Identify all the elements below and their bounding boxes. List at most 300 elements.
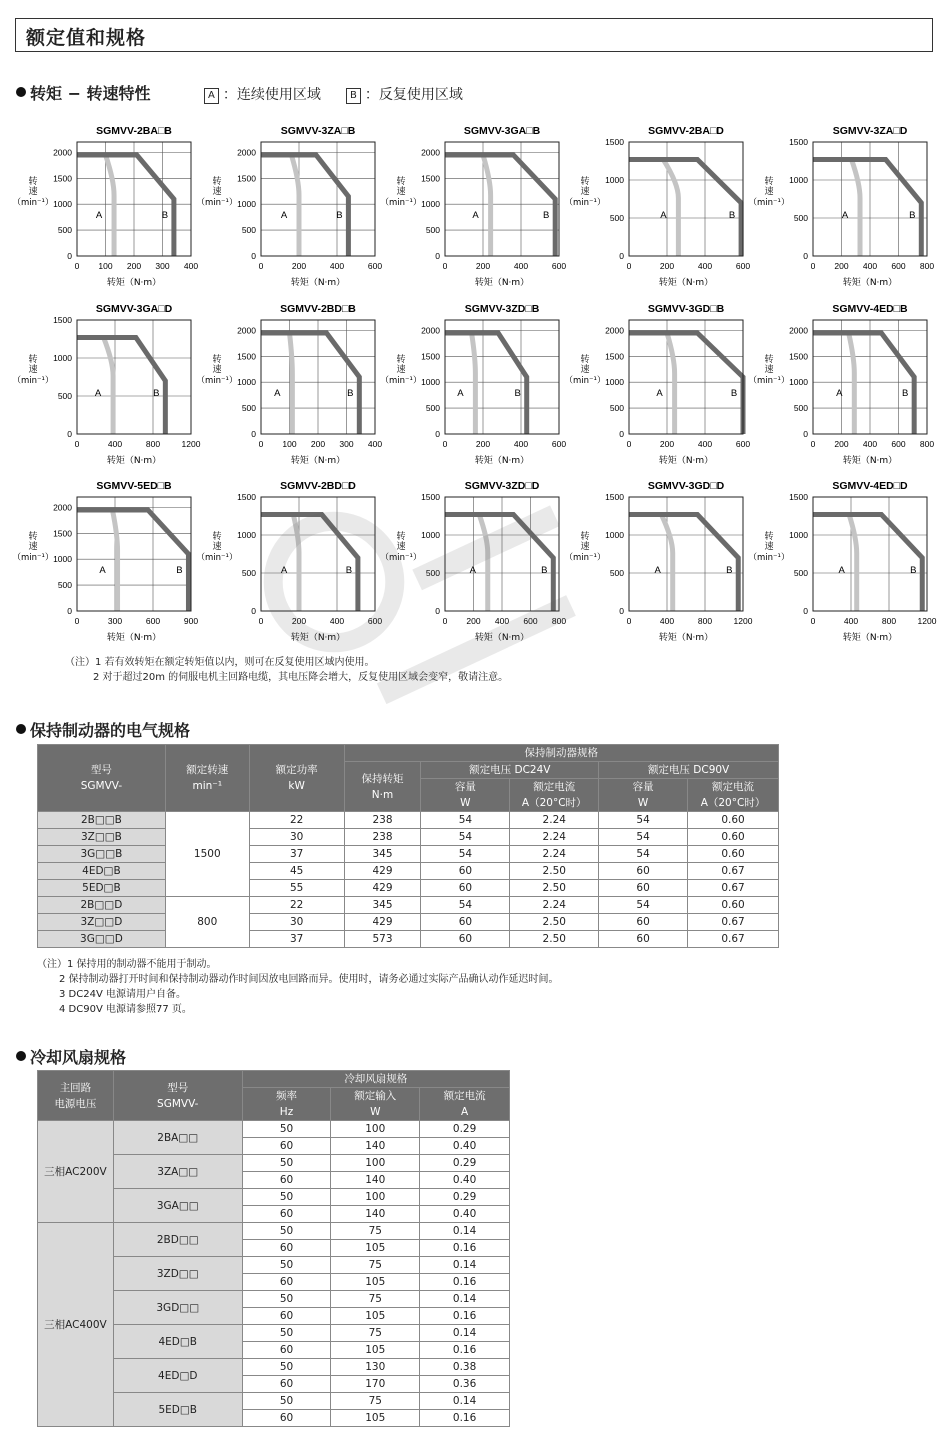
table-cell: 0.67 bbox=[688, 931, 779, 948]
table-cell: 60 bbox=[242, 1410, 331, 1427]
y-axis-unit: （min⁻¹） bbox=[380, 376, 422, 386]
y-axis-label: 转 bbox=[28, 177, 38, 187]
x-tick-label: 600 bbox=[523, 616, 538, 626]
table-row bbox=[38, 829, 779, 846]
table-cell: 0.40 bbox=[420, 1206, 510, 1223]
table-cell: 60 bbox=[242, 1274, 331, 1291]
y-tick-label: 0 bbox=[803, 606, 808, 616]
brake-header-dc24: 额定电压 DC24V bbox=[421, 762, 599, 779]
y-tick-label: 500 bbox=[425, 225, 440, 236]
x-tick-label: 0 bbox=[74, 439, 80, 449]
chart-title: SGMVV-2BD□B bbox=[280, 303, 356, 315]
y-axis-label: 速 bbox=[580, 365, 590, 375]
repeated-region-line bbox=[629, 159, 741, 256]
brake-header-cur: 额定电流 A（20°C时） bbox=[510, 779, 599, 812]
table-cell: 2.24 bbox=[510, 812, 599, 829]
table-cell: 1500 bbox=[165, 812, 249, 897]
continuous-region-line bbox=[261, 514, 299, 611]
table-cell: 0.29 bbox=[420, 1189, 510, 1206]
y-tick-label: 0 bbox=[803, 251, 808, 261]
torque-speed-charts bbox=[0, 0, 950, 650]
table-cell: 2.50 bbox=[510, 880, 599, 897]
table-cell: 2.50 bbox=[510, 863, 599, 880]
bullet-icon bbox=[16, 724, 26, 734]
x-tick-label: 200 bbox=[475, 261, 491, 271]
region-label-a: A bbox=[841, 210, 849, 221]
y-tick-label: 1500 bbox=[53, 173, 72, 184]
table-cell: 0.38 bbox=[420, 1359, 510, 1376]
y-tick-label: 500 bbox=[609, 213, 624, 223]
table-cell: 345 bbox=[344, 897, 421, 914]
y-axis-label: 转 bbox=[580, 177, 590, 187]
table-cell: 50 bbox=[242, 1325, 331, 1342]
x-tick-label: 100 bbox=[282, 439, 297, 449]
table-cell: 54 bbox=[421, 812, 510, 829]
fan-header-model: 型号 SGMVV- bbox=[113, 1071, 242, 1121]
y-axis-label: 转 bbox=[764, 532, 774, 542]
y-tick-label: 2000 bbox=[53, 147, 72, 158]
region-label-b: B bbox=[728, 210, 736, 221]
y-tick-label: 0 bbox=[619, 429, 624, 439]
y-tick-label: 2000 bbox=[789, 325, 808, 336]
x-tick-label: 200 bbox=[834, 261, 849, 271]
fan-header-freq: 频率 Hz bbox=[242, 1088, 331, 1121]
continuous-region-line bbox=[77, 155, 114, 256]
y-tick-label: 0 bbox=[67, 251, 72, 261]
repeated-region-line bbox=[261, 514, 358, 611]
y-axis-label: 速 bbox=[580, 542, 590, 552]
region-label-a: A bbox=[457, 388, 464, 399]
table-cell: 3ZD□□ bbox=[113, 1257, 242, 1291]
region-label-a: A bbox=[838, 565, 845, 576]
table-cell: 2B□□D bbox=[38, 897, 166, 914]
brake-note: （注）1 保持用的制动器不能用于制动。 bbox=[37, 959, 217, 970]
repeated-region-line bbox=[629, 333, 743, 434]
x-tick-label: 0 bbox=[810, 616, 816, 626]
x-tick-label: 400 bbox=[183, 261, 199, 271]
region-label-a: A bbox=[280, 210, 288, 221]
y-axis-label: 速 bbox=[28, 542, 38, 552]
chart-frame bbox=[629, 320, 743, 434]
chart-title: SGMVV-3ZD□B bbox=[464, 303, 540, 315]
table-cell: 三相AC200V bbox=[38, 1121, 114, 1223]
continuous-region-line bbox=[261, 155, 299, 256]
x-tick-label: 0 bbox=[258, 616, 264, 626]
repeated-region-line bbox=[445, 155, 555, 256]
chart-title: SGMVV-3ZA□D bbox=[832, 125, 908, 137]
y-axis-label: 转 bbox=[396, 355, 406, 365]
region-label-a: A bbox=[280, 565, 288, 576]
y-tick-label: 1000 bbox=[53, 554, 72, 565]
y-axis-label: 转 bbox=[28, 355, 38, 365]
continuous-region-line bbox=[445, 155, 491, 256]
y-tick-label: 1500 bbox=[789, 137, 808, 147]
continuous-region-line bbox=[813, 159, 860, 256]
y-tick-label: 2000 bbox=[421, 325, 440, 336]
table-cell: 60 bbox=[599, 931, 688, 948]
x-axis-label: 转矩（N·m） bbox=[474, 633, 530, 643]
table-cell: 3GA□□ bbox=[113, 1189, 242, 1223]
x-tick-label: 1200 bbox=[733, 616, 753, 626]
x-tick-label: 200 bbox=[291, 616, 307, 626]
table-cell: 2BA□□ bbox=[113, 1121, 242, 1155]
table-cell: 3Z□□D bbox=[38, 914, 166, 931]
y-axis-label: 速 bbox=[212, 365, 222, 375]
y-axis-unit: （min⁻¹） bbox=[196, 198, 238, 208]
y-axis-unit: （min⁻¹） bbox=[748, 553, 790, 563]
x-tick-label: 600 bbox=[145, 616, 161, 626]
x-axis-label: 转矩（N·m） bbox=[474, 456, 530, 466]
repeated-region-line bbox=[445, 514, 553, 611]
y-tick-label: 2000 bbox=[237, 325, 256, 336]
x-tick-label: 400 bbox=[862, 439, 878, 449]
x-tick-label: 0 bbox=[74, 616, 80, 626]
region-label-a: A bbox=[274, 388, 281, 399]
x-axis-label: 转矩（N·m） bbox=[106, 633, 162, 643]
x-axis-label: 转矩（N·m） bbox=[658, 278, 714, 288]
table-cell: 60 bbox=[242, 1308, 331, 1325]
y-axis-unit: （min⁻¹） bbox=[12, 198, 54, 208]
y-tick-label: 1500 bbox=[605, 351, 624, 362]
repeated-region-line bbox=[77, 155, 174, 256]
table-cell: 0.16 bbox=[420, 1410, 510, 1427]
y-axis-unit: （min⁻¹） bbox=[564, 376, 606, 386]
table-cell: 30 bbox=[249, 829, 344, 846]
brake-note: 3 DC24V 电源请用户自备。 bbox=[59, 989, 186, 1000]
y-axis-unit: （min⁻¹） bbox=[564, 553, 606, 563]
x-tick-label: 600 bbox=[891, 261, 906, 271]
table-cell: 105 bbox=[331, 1240, 420, 1257]
table-row bbox=[38, 1223, 510, 1240]
table-cell: 0.60 bbox=[688, 897, 779, 914]
table-cell: 三相AC400V bbox=[38, 1223, 114, 1427]
table-cell: 429 bbox=[344, 863, 421, 880]
x-tick-label: 800 bbox=[881, 616, 897, 626]
x-tick-label: 0 bbox=[74, 261, 80, 271]
table-cell: 100 bbox=[331, 1121, 420, 1138]
brake-header-cap: 容量 W bbox=[599, 779, 688, 812]
region-label-a: A bbox=[95, 210, 103, 221]
y-tick-label: 0 bbox=[251, 429, 256, 439]
table-cell: 54 bbox=[599, 897, 688, 914]
x-tick-label: 600 bbox=[735, 439, 751, 449]
table-cell: 0.29 bbox=[420, 1121, 510, 1138]
legend-b: B ：反复使用区域 bbox=[346, 84, 463, 104]
table-cell: 0.16 bbox=[420, 1274, 510, 1291]
x-tick-label: 0 bbox=[626, 616, 632, 626]
x-axis-label: 转矩（N·m） bbox=[842, 633, 898, 643]
table-cell: 60 bbox=[242, 1342, 331, 1359]
table-cell: 429 bbox=[344, 914, 421, 931]
fan-header-input: 额定输入 W bbox=[331, 1088, 420, 1121]
table-cell: 5ED□B bbox=[113, 1393, 242, 1427]
y-tick-label: 1000 bbox=[237, 199, 256, 210]
repeated-region-line bbox=[813, 333, 914, 434]
table-cell: 2.24 bbox=[510, 897, 599, 914]
y-tick-label: 1000 bbox=[421, 377, 440, 388]
chart-frame bbox=[77, 497, 191, 611]
y-tick-label: 500 bbox=[425, 403, 440, 414]
region-label-a: A bbox=[660, 210, 667, 221]
x-tick-label: 800 bbox=[919, 439, 935, 449]
region-label-b: B bbox=[909, 210, 916, 221]
table-cell: 75 bbox=[331, 1393, 420, 1410]
table-row bbox=[38, 897, 779, 914]
x-tick-label: 400 bbox=[513, 439, 529, 449]
table-cell: 50 bbox=[242, 1155, 331, 1172]
brake-note: 2 保持制动器打开时间和保持制动器动作时间因放电回路而异。使用时，请务必通过实际产品确认动作延迟时间。 bbox=[59, 974, 559, 985]
x-tick-label: 200 bbox=[126, 261, 142, 271]
region-label-a: A bbox=[94, 388, 102, 399]
table-cell: 130 bbox=[331, 1359, 420, 1376]
x-tick-label: 400 bbox=[697, 261, 713, 271]
table-cell: 55 bbox=[249, 880, 344, 897]
x-tick-label: 0 bbox=[810, 439, 816, 449]
region-label-b: B bbox=[902, 388, 909, 399]
region-label-b: B bbox=[541, 565, 548, 576]
table-cell: 60 bbox=[599, 880, 688, 897]
continuous-region-line bbox=[629, 159, 678, 256]
table-cell: 0.16 bbox=[420, 1240, 510, 1257]
x-axis-label: 转矩（N·m） bbox=[106, 278, 162, 288]
y-tick-label: 0 bbox=[67, 606, 72, 616]
continuous-region-line bbox=[629, 333, 675, 434]
chart-title: SGMVV-3GA□D bbox=[95, 303, 173, 315]
repeated-region-line bbox=[813, 159, 921, 256]
x-tick-label: 0 bbox=[442, 616, 448, 626]
table-cell: 0.67 bbox=[688, 863, 779, 880]
continuous-region-line bbox=[629, 514, 673, 611]
region-label-b: B bbox=[336, 210, 343, 221]
table-cell: 2B□□B bbox=[38, 812, 166, 829]
fan-header-cur: 额定电流 A bbox=[420, 1088, 510, 1121]
table-cell: 60 bbox=[599, 863, 688, 880]
x-tick-label: 400 bbox=[329, 616, 345, 626]
y-tick-label: 0 bbox=[251, 251, 256, 261]
table-row bbox=[38, 812, 779, 829]
y-tick-label: 500 bbox=[241, 403, 256, 414]
region-label-b: B bbox=[730, 388, 738, 399]
x-tick-label: 800 bbox=[551, 616, 567, 626]
x-tick-label: 200 bbox=[291, 261, 307, 271]
table-cell: 0.67 bbox=[688, 880, 779, 897]
y-tick-label: 1000 bbox=[421, 199, 440, 210]
region-label-a: A bbox=[469, 565, 476, 576]
table-cell: 54 bbox=[421, 829, 510, 846]
table-cell: 573 bbox=[344, 931, 421, 948]
y-tick-label: 0 bbox=[251, 606, 256, 616]
table-cell: 60 bbox=[242, 1206, 331, 1223]
table-cell: 100 bbox=[331, 1189, 420, 1206]
table-cell: 50 bbox=[242, 1223, 331, 1240]
table-cell: 22 bbox=[249, 897, 344, 914]
x-tick-label: 0 bbox=[258, 439, 264, 449]
x-tick-label: 800 bbox=[145, 439, 161, 449]
y-tick-label: 1000 bbox=[53, 353, 72, 363]
table-cell: 60 bbox=[242, 1172, 331, 1189]
table-cell: 75 bbox=[331, 1291, 420, 1308]
table-row bbox=[38, 1121, 510, 1138]
y-tick-label: 1500 bbox=[53, 528, 72, 539]
y-axis-unit: （min⁻¹） bbox=[196, 376, 238, 386]
y-axis-label: 速 bbox=[212, 542, 222, 552]
table-cell: 54 bbox=[599, 846, 688, 863]
table-cell: 105 bbox=[331, 1274, 420, 1291]
x-tick-label: 400 bbox=[494, 616, 510, 626]
region-label-b: B bbox=[726, 565, 733, 576]
x-axis-label: 转矩（N·m） bbox=[658, 633, 714, 643]
x-axis-label: 转矩（N·m） bbox=[290, 278, 346, 288]
y-tick-label: 1500 bbox=[605, 137, 624, 147]
table-cell: 0.60 bbox=[688, 812, 779, 829]
continuous-region-line bbox=[445, 514, 488, 611]
brake-header-dc90: 额定电压 DC90V bbox=[599, 762, 779, 779]
table-cell: 2BD□□ bbox=[113, 1223, 242, 1257]
y-tick-label: 1000 bbox=[789, 530, 808, 540]
table-cell: 45 bbox=[249, 863, 344, 880]
x-tick-label: 900 bbox=[183, 616, 199, 626]
x-tick-label: 0 bbox=[442, 439, 448, 449]
y-axis-label: 速 bbox=[764, 542, 774, 552]
y-tick-label: 1500 bbox=[53, 315, 72, 325]
x-tick-label: 400 bbox=[659, 616, 675, 626]
y-axis-label: 速 bbox=[580, 187, 590, 197]
region-label-b: B bbox=[176, 565, 183, 576]
y-tick-label: 500 bbox=[57, 391, 72, 401]
x-tick-label: 400 bbox=[862, 261, 878, 271]
table-cell: 100 bbox=[331, 1155, 420, 1172]
table-cell: 2.24 bbox=[510, 846, 599, 863]
table-cell: 50 bbox=[242, 1121, 331, 1138]
table-cell: 3GD□□ bbox=[113, 1291, 242, 1325]
x-tick-label: 600 bbox=[891, 439, 906, 449]
repeated-region-line bbox=[261, 155, 348, 256]
x-tick-label: 400 bbox=[697, 439, 713, 449]
x-axis-label: 转矩（N·m） bbox=[842, 278, 898, 288]
x-axis-label: 转矩（N·m） bbox=[658, 456, 714, 466]
y-axis-label: 速 bbox=[396, 365, 406, 375]
brake-note: 4 DC90V 电源请参照77 页。 bbox=[59, 1004, 192, 1015]
table-cell: 0.14 bbox=[420, 1223, 510, 1240]
y-axis-label: 转 bbox=[396, 177, 406, 187]
x-tick-label: 0 bbox=[810, 261, 816, 271]
torque-section-title: 转矩 − 转速特性 bbox=[16, 81, 151, 104]
y-tick-label: 500 bbox=[609, 568, 624, 578]
x-tick-label: 600 bbox=[367, 261, 383, 271]
y-tick-label: 1500 bbox=[237, 351, 256, 362]
table-cell: 140 bbox=[331, 1138, 420, 1155]
repeated-region-line bbox=[629, 514, 738, 611]
torque-notes bbox=[65, 655, 508, 685]
region-label-a: A bbox=[656, 388, 663, 399]
region-label-b: B bbox=[910, 565, 917, 576]
y-tick-label: 0 bbox=[435, 251, 440, 261]
table-cell: 0.60 bbox=[688, 829, 779, 846]
x-tick-label: 400 bbox=[367, 439, 383, 449]
x-tick-label: 300 bbox=[339, 439, 354, 449]
table-cell: 3G□□D bbox=[38, 931, 166, 948]
y-tick-label: 1000 bbox=[605, 377, 624, 388]
x-tick-label: 200 bbox=[659, 261, 675, 271]
table-cell: 4ED□B bbox=[38, 863, 166, 880]
x-tick-label: 1200 bbox=[917, 616, 937, 626]
x-axis-label: 转矩（N·m） bbox=[842, 456, 898, 466]
table-cell: 60 bbox=[242, 1240, 331, 1257]
x-tick-label: 400 bbox=[107, 439, 123, 449]
continuous-region-line bbox=[445, 333, 475, 434]
y-tick-label: 1500 bbox=[789, 351, 808, 362]
x-tick-label: 600 bbox=[551, 439, 567, 449]
y-tick-label: 1500 bbox=[237, 173, 256, 184]
x-tick-label: 800 bbox=[697, 616, 713, 626]
y-tick-label: 500 bbox=[57, 225, 72, 236]
table-cell: 22 bbox=[249, 812, 344, 829]
chart-title: SGMVV-2BA□D bbox=[648, 125, 724, 137]
repeated-region-line bbox=[77, 337, 165, 434]
region-label-b: B bbox=[345, 565, 353, 576]
repeated-region-line bbox=[813, 514, 922, 611]
continuous-region-line bbox=[77, 510, 118, 611]
table-cell: 0.16 bbox=[420, 1308, 510, 1325]
table-cell: 0.14 bbox=[420, 1257, 510, 1274]
x-axis-label: 转矩（N·m） bbox=[290, 456, 346, 466]
x-tick-label: 400 bbox=[843, 616, 859, 626]
x-tick-label: 400 bbox=[513, 261, 529, 271]
y-tick-label: 1000 bbox=[237, 377, 256, 388]
y-tick-label: 0 bbox=[619, 606, 624, 616]
y-tick-label: 500 bbox=[793, 213, 808, 223]
table-cell: 0.36 bbox=[420, 1376, 510, 1393]
continuous-region-line bbox=[77, 337, 113, 434]
brake-notes bbox=[37, 957, 559, 1017]
chart-title: SGMVV-2BD□D bbox=[280, 480, 356, 492]
y-axis-label: 速 bbox=[28, 365, 38, 375]
x-axis-label: 转矩（N·m） bbox=[106, 456, 162, 466]
repeated-region-line bbox=[261, 333, 359, 434]
fan-header-spec: 冷却风扇规格 bbox=[242, 1071, 509, 1088]
x-tick-label: 1200 bbox=[181, 439, 201, 449]
y-tick-label: 1500 bbox=[237, 492, 256, 502]
y-axis-unit: （min⁻¹） bbox=[564, 198, 606, 208]
table-cell: 60 bbox=[242, 1376, 331, 1393]
table-cell: 238 bbox=[344, 812, 421, 829]
fan-header-supply: 主回路 电源电压 bbox=[38, 1071, 114, 1121]
table-cell: 54 bbox=[599, 829, 688, 846]
table-cell: 2.50 bbox=[510, 914, 599, 931]
y-tick-label: 1500 bbox=[421, 492, 440, 502]
table-cell: 429 bbox=[344, 880, 421, 897]
chart-title: SGMVV-3GA□B bbox=[463, 125, 541, 137]
table-cell: 105 bbox=[331, 1410, 420, 1427]
table-cell: 50 bbox=[242, 1291, 331, 1308]
table-cell: 140 bbox=[331, 1206, 420, 1223]
brake-header-speed: 额定转速 min⁻¹ bbox=[165, 745, 249, 812]
table-cell: 30 bbox=[249, 914, 344, 931]
y-axis-label: 速 bbox=[764, 365, 774, 375]
x-tick-label: 600 bbox=[367, 616, 383, 626]
x-tick-label: 100 bbox=[98, 261, 113, 271]
y-tick-label: 0 bbox=[435, 606, 440, 616]
x-tick-label: 0 bbox=[258, 261, 264, 271]
y-axis-label: 转 bbox=[212, 355, 222, 365]
y-tick-label: 500 bbox=[793, 568, 808, 578]
table-cell: 50 bbox=[242, 1393, 331, 1410]
table-cell: 0.14 bbox=[420, 1291, 510, 1308]
table-cell: 54 bbox=[421, 897, 510, 914]
table-cell: 5ED□B bbox=[38, 880, 166, 897]
table-cell: 60 bbox=[421, 931, 510, 948]
y-tick-label: 0 bbox=[67, 429, 72, 439]
